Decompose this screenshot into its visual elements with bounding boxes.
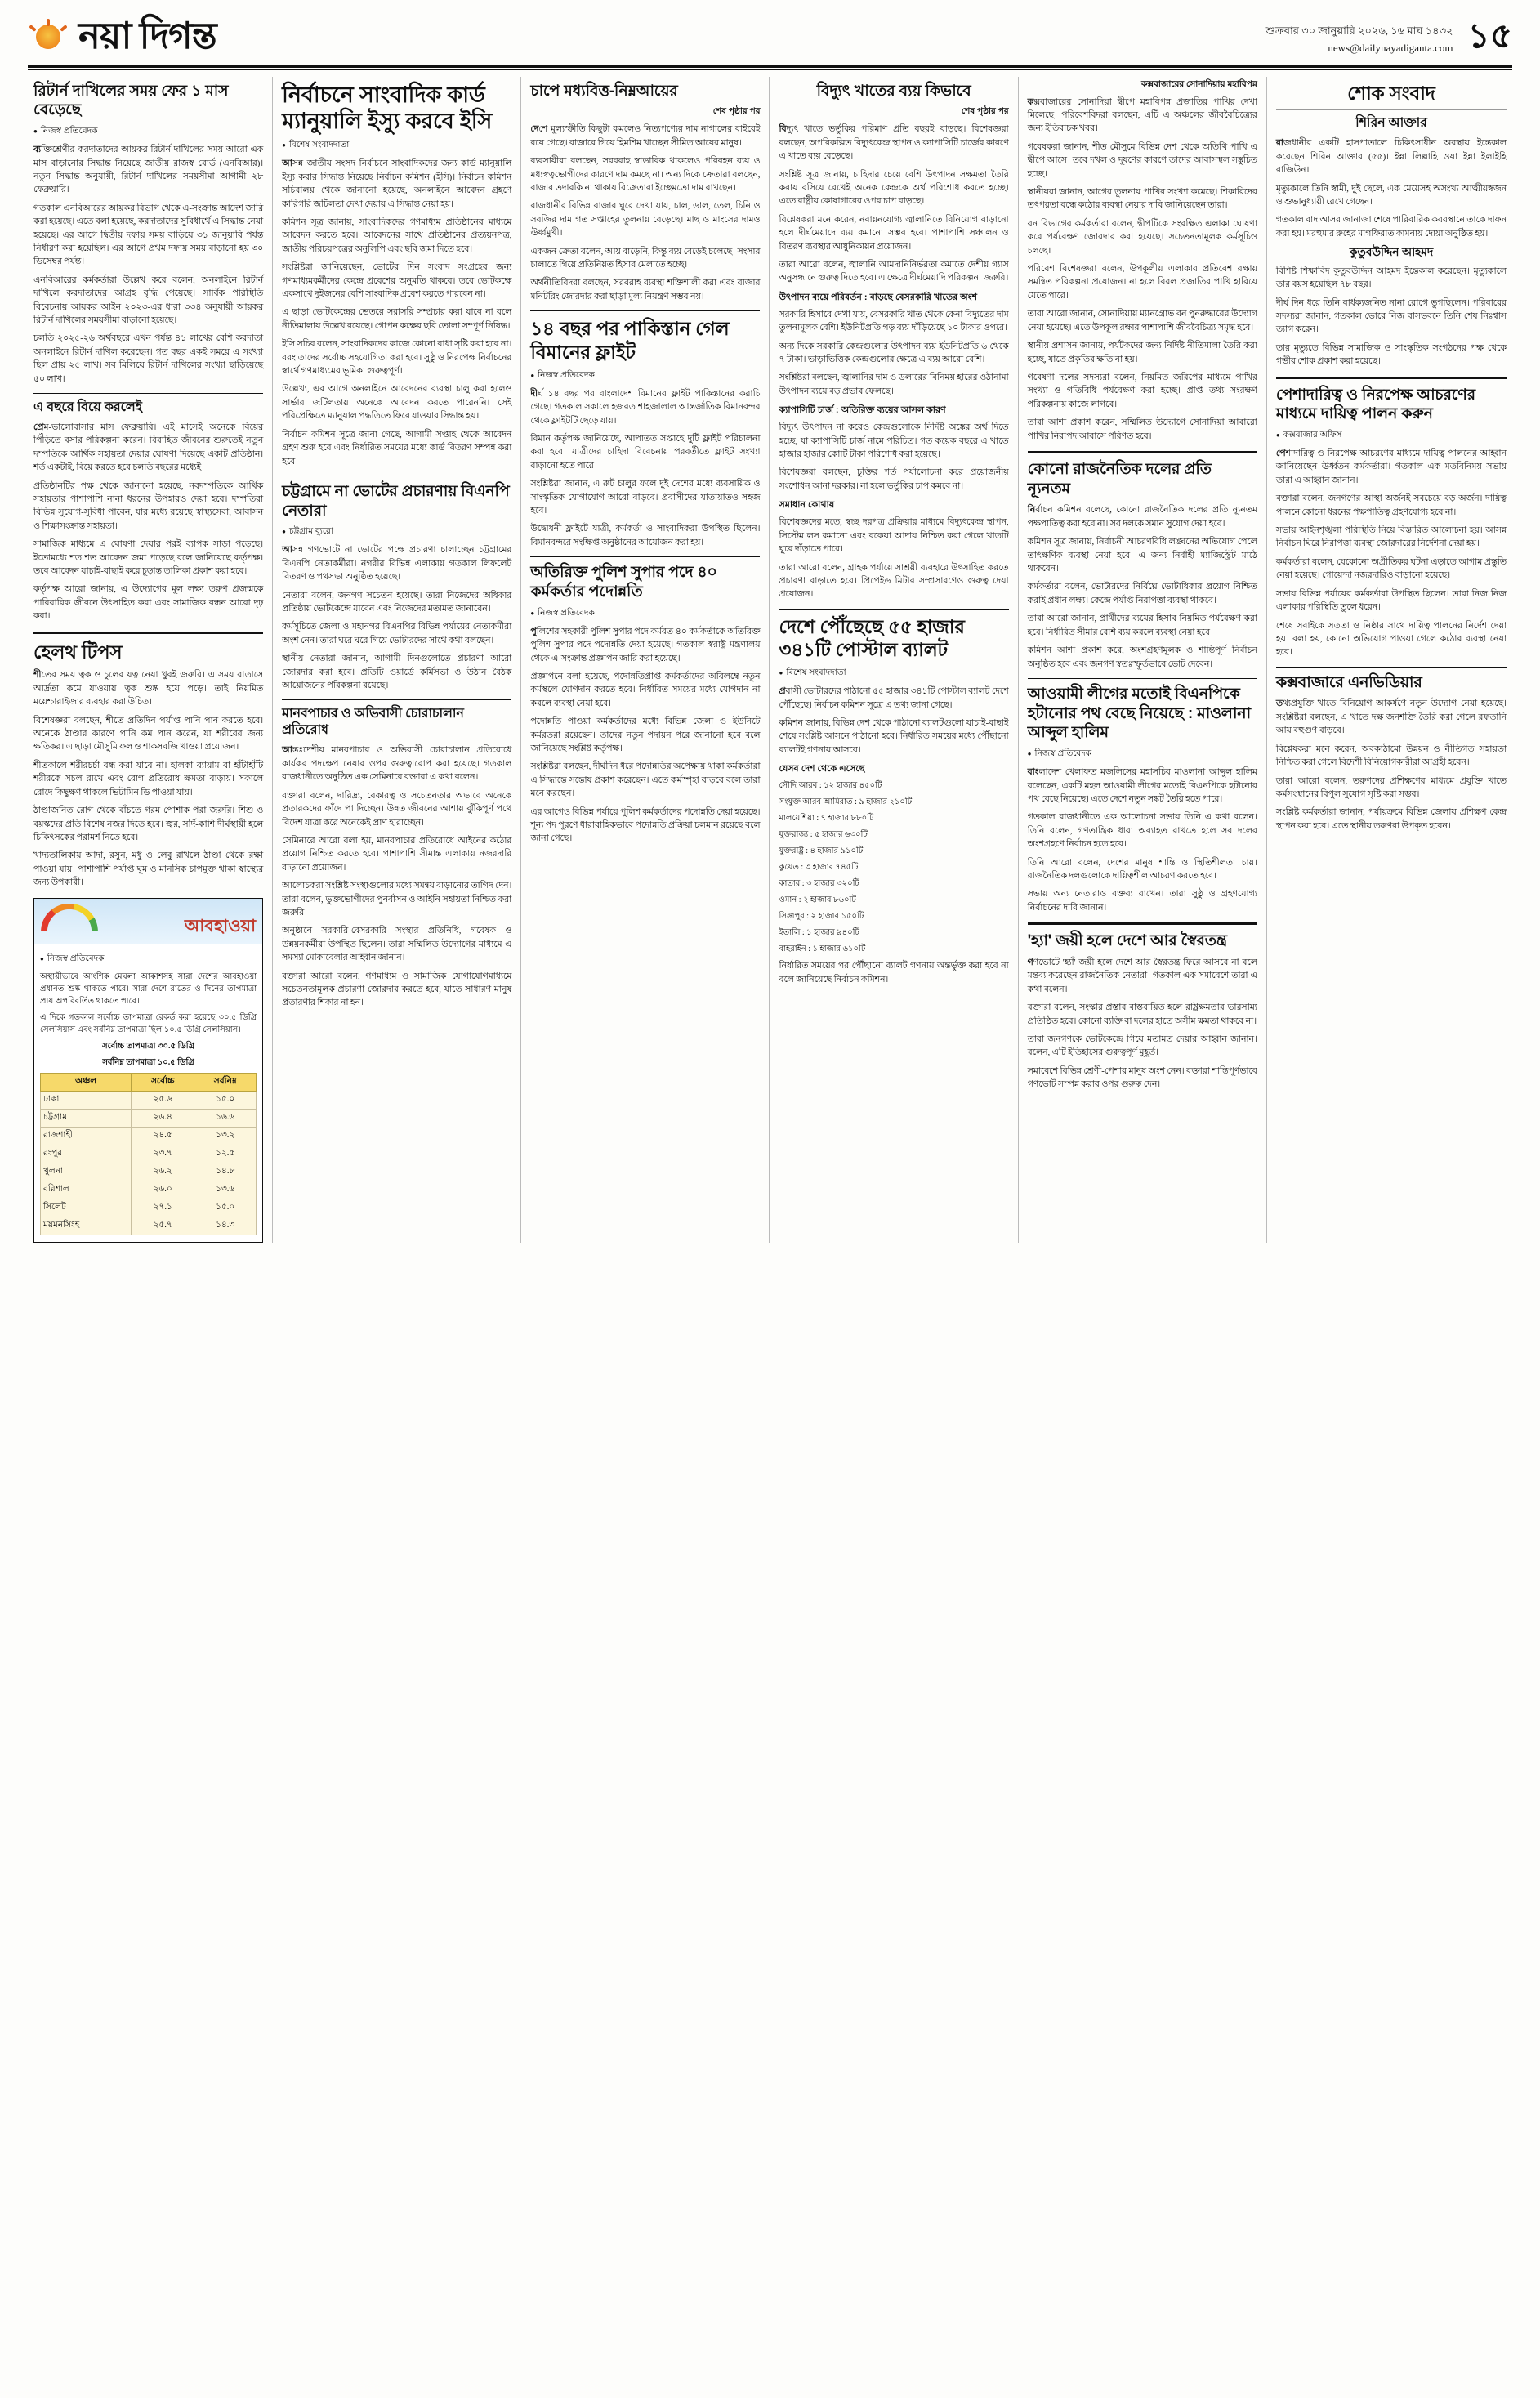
paragraph: গতকাল এনবিআরের আয়কর বিভাগ থেকে এ-সংক্রান্ত আদেশ জারি করা হয়েছে। এতে বলা হয়েছে, করদাতাদের সুবিধার্থে এ সিদ্ধান্ত নেয়া হয়েছে। এর আগে দ্বিতীয় দফায় সময় বাড়িয়ে ৩১ জানুয়ারি পর্যন্ত নির্ধারণ করা হয়েছিল। এর আগে প্রথম দফায় সময় বাড়ানো হয় ৩০ ডিসেম্বর পর্যন্ত। <box>33 203 264 267</box>
list-item: কুয়েত : ৩ হাজার ৭৪৫টি <box>779 863 859 873</box>
paragraph: পদোন্নতি পাওয়া কর্মকর্তাদের মধ্যে বিভিন্ন জেলা ও ইউনিটে কর্মরতরা রয়েছেন। তাদের নতুন পদায়ন পরে জানানো হবে বলে জানিয়েছে সংশ্লিষ্ট কর্তৃপক্ষ। <box>530 717 761 753</box>
headline: বিদ্যুৎ খাতের ব্যয় কিভাবে <box>816 82 971 100</box>
divider <box>779 609 1008 610</box>
table-row: ময়মনসিংহ ২৫.৭ ১৪.৩ <box>41 1217 257 1235</box>
paragraph: বিশিষ্ট শিক্ষাবিদ কুতুবউদ্দিন আহমদ ইন্তেকাল করেছেন। মৃত্যুকালে তার বয়স হয়েছিল ৭৮ বছর। <box>1275 266 1507 290</box>
table-row: ঢাকা ২৫.৬ ১৫.০ <box>41 1091 257 1109</box>
divider <box>530 556 760 557</box>
paragraph: সভায় অন্য নেতারাও বক্তব্য রাখেন। তারা সুষ্ঠু ও গ্রহণযোগ্য নির্বাচনের দাবি জানান। <box>1027 889 1257 913</box>
table-row: রংপুর ২৩.৭ ১২.৫ <box>41 1145 257 1163</box>
paragraph: সংশ্লিষ্টরা বলছেন, দীর্ঘদিন ধরে পদোন্নতির অপেক্ষায় থাকা কর্মকর্তারা এ সিদ্ধান্তে সন্তোষ প্রকাশ করেছেন। এতে কর্মস্পৃহা বাড়বে বলে তারা মনে করছেন। <box>530 761 761 799</box>
paragraph: কমিশন সূত্র জানায়, নির্বাচনী আচরণবিধি লঙ্ঘনের অভিযোগ পেলে তাৎক্ষণিক ব্যবস্থা নেয়া হবে। এ জন্য নির্বাহী ম্যাজিস্ট্রেট মাঠে থাকবেন। <box>1027 537 1257 574</box>
column-5 <box>1019 77 1267 1243</box>
byline: ● নিজস্ব প্রতিবেদক <box>530 607 760 621</box>
paragraph: বিমান কর্তৃপক্ষ জানিয়েছে, আপাতত সপ্তাহে দুটি ফ্লাইট পরিচালনা করা হবে। যাত্রীদের চাহিদা বিবেচনায় পরবর্তীতে ফ্লাইট সংখ্যা বাড়ানো হতে পারে। <box>530 433 761 471</box>
article-no-bias[interactable] <box>1028 460 1257 671</box>
divider <box>1276 667 1507 668</box>
paragraph: রাজধানীর বিভিন্ন বাজার ঘুরে দেখা যায়, চাল, ডাল, তেল, চিনি ও সবজির দাম গত সপ্তাহের তুলনায় বেড়েছে। মাছ ও মাংসের দামও ঊর্ধ্বমুখী। <box>530 201 761 239</box>
paragraph: সংশ্লিষ্টরা জানান, এ রুট চালুর ফলে দুই দেশের মধ্যে ব্যবসায়িক ও সাংস্কৃতিক যোগাযোগ আরো বাড়বে। প্রবাসীদের যাতায়াতও সহজ হবে। <box>530 479 761 516</box>
paragraph: বিশেষজ্ঞরা বলছেন, চুক্তির শর্ত পর্যালোচনা করে প্রয়োজনীয় সংশোধন আনা দরকার। না হলে ভর্তুকির চাপ কমবে না। <box>779 467 1009 491</box>
paragraph: গতকাল বাদ আসর জানাজা শেষে পারিবারিক কবরস্থানে তাকে দাফন করা হয়। মরহুমার রুহের মাগফিরাত কামনায় দোয়া অনুষ্ঠিত হয়। <box>1275 215 1507 239</box>
paragraph: ঠাণ্ডাজনিত রোগ থেকে বাঁচতে গরম পোশাক পরা জরুরি। শিশু ও বয়স্কদের প্রতি বিশেষ নজর দিতে হবে। জ্বর, সর্দি-কাশি দীর্ঘস্থায়ী হলে চিকিৎসকের পরামর্শ নিতে হবে। <box>33 806 264 842</box>
byline: ● নিজস্ব প্রতিবেদক <box>33 125 263 139</box>
paragraph: একজন ক্রেতা বলেন, আয় বাড়েনি, কিন্তু ব্যয় বেড়েই চলেছে। সংসার চালাতে গিয়ে প্রতিনিয়ত হিসাব মেলাতে হচ্ছে। <box>530 246 761 270</box>
headline: কক্সবাজারে এনভিডিয়ার <box>1275 673 1422 691</box>
paragraph: কমিশন জানায়, বিভিন্ন দেশ থেকে পাঠানো ব্যালটগুলো যাচাই-বাছাই শেষে সংশ্লিষ্ট আসনে পাঠানো হবে। নির্ধারিত সময়ের মধ্যে পৌঁছানো ব্যালটই গণনায় আসবে। <box>779 718 1009 755</box>
divider <box>530 310 760 311</box>
rainbow-icon <box>41 904 98 931</box>
list-item: বাহরাইন : ১ হাজার ৬১০টি <box>779 944 866 954</box>
paragraph: ব্যবসায়ীরা বলছেন, সরবরাহ স্বাভাবিক থাকলেও পরিবহন ব্যয় ও মধ্যস্বত্বভোগীদের কারণে দাম কমছে না। অন্য দিকে ক্রেতারা বলছেন, বাজার তদারকি না থাকায় বিক্রেতারা ইচ্ছেমতো দাম রাখছেন। <box>530 156 761 193</box>
date-line: শুক্রবার ৩০ জানুয়ারি ২০২৬, ১৬ মাঘ ১৪৩২ <box>1265 25 1453 37</box>
paragraph: বিশেষজ্ঞদের মতে, স্বচ্ছ দরপত্র প্রক্রিয়ার মাধ্যমে বিদ্যুৎকেন্দ্র স্থাপন, সিস্টেম লস কমানো এবং বকেয়া আদায় নিশ্চিত করা গেলে খাতটি ঘুরে দাঁড়াতে পারে। <box>779 517 1009 555</box>
obituary-name-2: কুতুবউদ্দিন আহমদ <box>1349 245 1434 259</box>
paragraph: স্থানীয় নেতারা জানান, আগামী দিনগুলোতে প্রচারণা আরো জোরদার করা হবে। প্রতিটি ওয়ার্ডে কর্মিসভা ও উঠান বৈঠক আয়োজনের পরিকল্পনা রয়েছে। <box>282 654 512 691</box>
paragraph: সরকারি হিসাবে দেখা যায়, বেসরকারি খাত থেকে কেনা বিদ্যুতের দাম তুলনামূলক বেশি। ইউনিটপ্রতি গড় ব্যয় দাঁড়িয়েছে ১০ টাকার ওপরে। <box>779 309 1009 333</box>
divider <box>33 393 263 394</box>
continued-from: শেষ পৃষ্ঠার পর <box>712 106 761 117</box>
paragraph: সংশ্লিষ্টরা বলছেন, জ্বালানির দাম ও ডলারের বিনিময় হারের ওঠানামা উৎপাদন ব্যয়ে বড় প্রভাব ফেলছে। <box>779 373 1009 396</box>
paragraph: বিদ্যুৎ উৎপাদন না করেও কেন্দ্রগুলোকে নির্দিষ্ট অঙ্কের অর্থ দিতে হচ্ছে, যা ক্যাপাসিটি চার্জ নামে পরিচিত। গত কয়েক বছরে এ খাতে হাজার হাজার কোটি টাকা পরিশোধ করা হয়েছে। <box>779 422 1009 460</box>
article-police-promotion[interactable] <box>530 563 760 846</box>
byline: ● নিজস্ব প্রতিবেদক <box>530 369 760 383</box>
sun-logo-icon <box>28 20 72 52</box>
weather-body <box>34 944 262 1242</box>
paragraph: খাদ্যতালিকায় আদা, রসুন, মধু ও লেবু রাখলে ঠাণ্ডা থেকে রক্ষা পাওয়া যায়। পাশাপাশি পর্যাপ্ত ঘুম ও মানসিক চাপমুক্ত থাকা স্বাস্থ্যের জন্য উপকারী। <box>33 851 264 888</box>
paragraph: সংশ্লিষ্ট সূত্র জানায়, চাহিদার চেয়ে বেশি উৎপাদন সক্ষমতা তৈরি করায় বসিয়ে রেখেই অনেক কেন্দ্রকে অর্থ পরিশোধ করতে হচ্ছে। এতে রাষ্ট্রীয় কোষাগারের ওপর চাপ বাড়ছে। <box>779 169 1009 207</box>
paragraph: রাজধানীর একটি হাসপাতালে চিকিৎসাধীন অবস্থায় ইন্তেকাল করেছেন শিরিন আক্তার (৫৫)। ইন্না লিল্লাহি ওয়া ইন্না ইলাইহি রাজিউন। <box>1275 138 1507 176</box>
paragraph: আন্তঃদেশীয় মানবপাচার ও অভিবাসী চোরাচালান প্রতিরোধে কার্যকর পদক্ষেপ নেয়ার ওপর গুরুত্বারোপ করা হয়েছে। গতকাল রাজধানীতে অনুষ্ঠিত এক সেমিনারে বক্তারা এ কথা বলেন। <box>282 745 512 783</box>
table-row: চট্টগ্রাম ২৬.৪ ১৬.৬ <box>41 1109 257 1127</box>
masthead <box>0 0 1540 62</box>
headline: আওয়ামী লীগের মতোই বিএনপিকে হটানোর পথ বেছে নিয়েছে : মাওলানা আব্দুল হালিম <box>1027 685 1251 742</box>
headline: পেশাদারিত্ব ও নিরপেক্ষ আচরণের মাধ্যমে দায়িত্ব পালন করুন <box>1275 386 1475 423</box>
paragraph: সভায় আইনশৃঙ্খলা পরিস্থিতি নিয়ে বিস্তারিত আলোচনা হয়। আসন্ন নির্বাচন ঘিরে নিরাপত্তা ব্যবস্থা জোরদারের নির্দেশনা দেয়া হয়। <box>1275 525 1507 549</box>
paragraph: গবেষকরা জানান, শীত মৌসুমে বিভিন্ন দেশ থেকে অতিথি পাখি এ দ্বীপে আসে। তবে দখল ও দূষণের কারণে তাদের আবাসস্থল সঙ্কুচিত হচ্ছে। <box>1027 141 1257 179</box>
article-power-sector-cost[interactable] <box>779 82 1008 601</box>
divider <box>33 632 263 634</box>
section-title-obituary: শোক সংবাদ <box>1347 82 1435 104</box>
subhead-production-cost: উৎপাদন ব্যয়ে পরিবর্তন : বাড়ছে বেসরকারি খাতের অংশ <box>779 292 977 302</box>
paragraph: ইসি সচিব বলেন, সাংবাদিকদের কাজে কোনো বাধা সৃষ্টি করা হবে না। বরং তাদের সর্বোচ্চ সহযোগিতা করা হবে। সুষ্ঠু ও নিরপেক্ষ নির্বাচনের স্বার্থে গণমাধ্যমের ভূমিকা গুরুত্বপূর্ণ। <box>282 339 512 377</box>
paper-name: নয়া দিগন্ত <box>78 16 216 56</box>
paragraph: বিশ্লেষকরা মনে করেন, অবকাঠামো উন্নয়ন ও নীতিগত সহায়তা নিশ্চিত করা গেলে বিদেশী বিনিয়োগকারীরা আগ্রহী হবেন। <box>1275 744 1507 768</box>
col-header-max: সর্বোচ্চ <box>132 1073 194 1091</box>
paragraph: আসন্ন জাতীয় সংসদ নির্বাচনে সাংবাদিকদের জন্য কার্ড ম্যানুয়ালি ইস্যু করার সিদ্ধান্ত নিয়েছে নির্বাচন কমিশন (ইসি)। নির্বাচন কমিশন সচিবালয় থেকে জানানো হয়েছে, অনলাইনে আবেদন গ্রহণে কারিগরি জটিলতা দেখা দেয়ায় এ সিদ্ধান্ত নেয়া হয়। <box>282 159 512 209</box>
paragraph: বক্তারা বলেন, জনগণের আস্থা অর্জনই সবচেয়ে বড় অর্জন। দায়িত্ব পালনে কোনো ধরনের পক্ষপাতিত্ব গ্রহণযোগ্য হবে না। <box>1275 493 1507 517</box>
paragraph: কর্মকর্তারা বলেন, যেকোনো অপ্রীতিকর ঘটনা এড়াতে আগাম প্রস্তুতি নেয়া হয়েছে। গোয়েন্দা নজরদারিও বাড়ানো হয়েছে। <box>1275 556 1507 581</box>
headline: নির্বাচনে সাংবাদিক কার্ড ম্যানুয়ালি ইস্যু করবে ইসি <box>282 82 493 133</box>
paragraph: শীতকালে শরীরচর্চা বন্ধ করা যাবে না। হালকা ব্যায়াম বা হাঁটাহাঁটি শরীরকে সচল রাখে এবং রোগ প্রতিরোধ ক্ষমতা বাড়ায়। সকালে রোদে কিছুক্ষণ থাকলে ভিটামিন ডি পাওয়া যায়। <box>33 760 264 797</box>
paragraph: এ ছাড়া ভোটকেন্দ্রের ভেতরে সরাসরি সম্প্রচার করা যাবে না বলে নীতিমালায় উল্লেখ রয়েছে। গোপন কক্ষের ছবি তোলা সম্পূর্ণ নিষিদ্ধ। <box>282 307 512 331</box>
paragraph: দীর্ঘ ১৪ বছর পর বাংলাদেশ বিমানের ফ্লাইট পাকিস্তানের করাচি গেছে। গতকাল সকালে হজরত শাহজালাল আন্তর্জাতিক বিমানবন্দর থেকে ফ্লাইটটি ছেড়ে যায়। <box>530 388 761 426</box>
col-header-region: অঞ্চল <box>41 1073 132 1091</box>
headline: রিটার্ন দাখিলের সময় ফের ১ মাস বেড়েছে <box>33 82 229 119</box>
paragraph: নেতারা বলেন, জনগণ সচেতন হয়েছে। তারা নিজেদের অধিকার প্রতিষ্ঠায় ভোটকেন্দ্রে যাবেন এবং নিজেদের মতামত জানাবেন। <box>282 590 512 614</box>
byline: ● বিশেষ সংবাদদাতা <box>779 667 1008 681</box>
byline: ● নিজস্ব প্রতিবেদক <box>40 953 257 967</box>
paragraph: প্রেম-ভালোবাসার মাস ফেব্রুয়ারি। এই মাসেই অনেকে বিয়ের পিঁড়িতে বসার পরিকল্পনা করেন। বিবাহিত জীবনের শুরুতেই নতুন দম্পতিকে আর্থিক সহায়তা দেয়ার ঘোষণা দিয়েছে একটি প্রতিষ্ঠান। শর্ত একটাই, বিয়ে করতে হবে চলতি বছরের মধ্যেই। <box>33 422 264 473</box>
headline: মানবপাচার ও অভিবাসী চোরাচালান প্রতিরোধ <box>282 707 464 738</box>
list-item: যুক্তরাজ্য : ৫ হাজার ৬৩০টি <box>779 830 868 840</box>
paragraph: কর্মকর্তারা বলেন, ভোটারদের নির্বিঘ্নে ভোটাধিকার প্রয়োগ নিশ্চিত করাই প্রধান লক্ষ্য। কেন্দ্রে পর্যাপ্ত নিরাপত্তা ব্যবস্থা থাকবে। <box>1027 582 1257 605</box>
byline: ● কক্সবাজার অফিস <box>1276 429 1507 443</box>
weather-title: আবহাওয়া <box>184 916 257 936</box>
headline: অতিরিক্ত পুলিশ সুপার পদে ৪০ কর্মকর্তার পদোন্নতি <box>530 564 717 601</box>
article-press-card[interactable] <box>282 82 511 468</box>
paragraph: প্রজ্ঞাপনে বলা হয়েছে, পদোন্নতিপ্রাপ্ত কর্মকর্তাদের অবিলম্বে নতুন কর্মস্থলে যোগদান করতে হবে। নির্ধারিত সময়ের মধ্যে যোগদান না করলে ব্যবস্থা নেয়া হবে। <box>530 671 761 708</box>
page-number: ১৫ <box>1467 18 1512 56</box>
divider <box>1028 678 1257 679</box>
article-pakistan-flight[interactable] <box>530 317 760 549</box>
paragraph: বিশ্লেষকরা মনে করেন, নবায়নযোগ্য জ্বালানিতে বিনিয়োগ বাড়ানো হলে দীর্ঘমেয়াদে ব্যয় কমানো সম্ভব হবে। পাশাপাশি সঞ্চালন ও বিতরণ ব্যবস্থার আধুনিকায়ন প্রয়োজন। <box>779 214 1009 252</box>
content-grid <box>0 77 1540 1267</box>
paragraph: গবেষণা দলের সদস্যরা বলেন, নিয়মিত জরিপের মাধ্যমে পাখির সংখ্যা ও গতিবিধি পর্যবেক্ষণ করা হচ্ছে। প্রাপ্ত তথ্য সংরক্ষণ পরিকল্পনায় কাজে লাগবে। <box>1027 372 1257 409</box>
paragraph: প্রতিষ্ঠানটির পক্ষ থেকে জানানো হয়েছে, নবদম্পতিকে আর্থিক সহায়তার পাশাপাশি নানা ধরনের উপহারও দেয়া হবে। দম্পতিরা বিভিন্ন সুযোগ-সুবিধা পাবেন, যার মধ্যে রয়েছে স্বাস্থ্যসেবা, আবাসন ও শিক্ষাসংক্রান্ত সহায়তা। <box>33 480 264 531</box>
headline: ১৪ বছর পর পাকিস্তান গেল বিমানের ফ্লাইট <box>530 318 730 363</box>
paragraph: বিশেষজ্ঞরা বলছেন, শীতে প্রতিদিন পর্যাপ্ত পানি পান করতে হবে। অনেকে ঠাণ্ডার কারণে পানি কম পান করেন, যা শরীরের জন্য ক্ষতিকর। এ ছাড়া মৌসুমি ফল ও শাকসবজি খাওয়া প্রয়োজন। <box>33 715 264 752</box>
paragraph: শেষে সবাইকে সততা ও নিষ্ঠার সাথে দায়িত্ব পালনের নির্দেশ দেয়া হয়। বলা হয়, কোনো অভিযোগ পাওয়া গেলে কঠোর ব্যবস্থা নেয়া হবে। <box>1275 620 1507 658</box>
paragraph: কমিশন আশা প্রকাশ করে, অংশগ্রহণমূলক ও শান্তিপূর্ণ নির্বাচন অনুষ্ঠিত হবে এবং জনগণ স্বতঃস্ফূর্তভাবে ভোট দেবেন। <box>1027 645 1257 669</box>
paragraph: কক্সবাজারের সোনাদিয়া দ্বীপে মহাবিপন্ন প্রজাতির পাখির দেখা মিলেছে। পরিবেশবিদরা বলছেন, এটি এ অঞ্চলের জীববৈচিত্র্যের জন্য ইতিবাচক খবর। <box>1027 96 1257 134</box>
paragraph: তারা আরো বলেন, জ্বালানি আমদানিনির্ভরতা কমাতে দেশীয় গ্যাস অনুসন্ধানে গুরুত্ব দিতে হবে। এ ক্ষেত্রে দীর্ঘমেয়াদি পরিকল্পনা জরুরি। <box>779 260 1009 284</box>
byline: ● বিশেষ সংবাদদাতা <box>282 139 511 153</box>
paragraph: গতকাল রাজধানীতে এক আলোচনা সভায় তিনি এ কথা বলেন। তিনি বলেন, গণতান্ত্রিক ধারা অব্যাহত রাখতে হলে সব দলের অংশগ্রহণে নির্বাচন হতে হবে। <box>1027 812 1257 850</box>
paragraph: তারা আরো জানান, প্রার্থীদের ব্যয়ের হিসাব নিয়মিত পর্যবেক্ষণ করা হবে। নির্ধারিত সীমার বেশি ব্যয় করলে ব্যবস্থা নেয়া হবে। <box>1027 614 1257 637</box>
paragraph: সংশ্লিষ্ট কর্মকর্তারা জানান, পর্যায়ক্রমে বিভিন্ন জেলায় প্রশিক্ষণ কেন্দ্র স্থাপন করা হবে। এতে স্থানীয় তরুণরা উপকৃত হবেন। <box>1275 807 1507 831</box>
paragraph: উদ্বোধনী ফ্লাইটে যাত্রী, কর্মকর্তা ও সাংবাদিকরা উপস্থিত ছিলেন। বিমানবন্দরে সংক্ষিপ্ত অনুষ্ঠানের আয়োজন করা হয়। <box>530 524 761 547</box>
paragraph: সেমিনারে আরো বলা হয়, মানবপাচার প্রতিরোধে আইনের কঠোর প্রয়োগ নিশ্চিত করতে হবে। পাশাপাশি সীমান্ত এলাকায় নজরদারি বাড়ানো প্রয়োজন। <box>282 835 512 873</box>
headline: 'হ্যা' জয়ী হলে দেশে আর স্বৈরতন্ত্র <box>1027 932 1227 950</box>
table-header-row <box>41 1073 257 1091</box>
min-temp-line: সর্বনিম্ন তাপমাত্রা ১০.৫ ডিগ্রি <box>102 1057 194 1067</box>
article-sonadia-birds[interactable] <box>1028 78 1257 443</box>
divider <box>282 699 511 700</box>
article-marriage-grant[interactable] <box>33 400 263 623</box>
column-6 <box>1267 77 1515 1243</box>
paragraph: বক্তারা আরো বলেন, গণমাধ্যম ও সামাজিক যোগাযোগমাধ্যমে সচেতনতামূলক প্রচারণা জোরদার করতে হবে, যাতে সাধারণ মানুষ প্রতারণার শিকার না হন। <box>282 971 512 1008</box>
paragraph: অস্থায়ীভাবে আংশিক মেঘলা আকাশসহ সারা দেশের আবহাওয়া প্রধানত শুষ্ক থাকতে পারে। সারা দেশে রাতের ও দিনের তাপমাত্রা প্রায় অপরিবর্তিত থাকতে পারে। <box>40 971 257 1006</box>
paragraph: অন্য দিকে সরকারি কেন্দ্রগুলোর উৎপাদন ব্যয় ইউনিটপ্রতি ৬ থেকে ৭ টাকা। ভাড়াভিত্তিক কেন্দ্রগুলোর ক্ষেত্রে এ ব্যয় আরো বেশি। <box>779 341 1009 365</box>
list-item: সিঙ্গাপুর : ২ হাজার ১৫০টি <box>779 912 864 922</box>
weather-header <box>34 899 262 944</box>
paragraph: কর্তৃপক্ষ আরো জানায়, এ উদ্যোগের মূল লক্ষ্য তরুণ প্রজন্মকে পারিবারিক জীবনে উৎসাহিত করা এবং সামাজিক বন্ধন আরো দৃঢ় করা। <box>33 584 264 622</box>
subhead-capacity-charge: ক্যাপাসিটি চার্জ : অতিরিক্ত ব্যয়ের আসল কারণ <box>779 405 946 416</box>
paragraph: বক্তারা বলেন, সংস্কার প্রস্তাব বাস্তবায়িত হলে রাষ্ট্রক্ষমতার ভারসাম্য প্রতিষ্ঠিত হবে। কোনো ব্যক্তি বা দলের হাতে অসীম ক্ষমতা থাকবে না। <box>1027 1003 1257 1026</box>
paragraph: সামাজিক মাধ্যমে এ ঘোষণা দেয়ার পরই ব্যাপক সাড়া পড়েছে। ইতোমধ্যে শত শত আবেদন জমা পড়েছে বলে জানিয়েছে কর্তৃপক্ষ। তবে আবেদন যাচাই-বাছাই করে চূড়ান্ত তালিকা প্রকাশ করা হবে। <box>33 539 264 577</box>
headline: কোনো রাজনৈতিক দলের প্রতি ন্যূনতম <box>1027 460 1212 498</box>
paragraph: স্থানীয়রা জানান, আগের তুলনায় পাখির সংখ্যা কমেছে। শিকারিদের তৎপরতা বন্ধে কঠোর ব্যবস্থা নেয়ার দাবি জানিয়েছেন তারা। <box>1027 187 1257 211</box>
column-1 <box>25 77 273 1243</box>
list-item: মালয়েশিয়া : ৭ হাজার ৮৮০টি <box>779 814 874 824</box>
col-header-min: সর্বনিম্ন <box>194 1073 257 1091</box>
continued-from: শেষ পৃষ্ঠার পর <box>961 106 1009 117</box>
paragraph: তারা জনগণকে ভোটকেন্দ্রে গিয়ে মতামত দেয়ার আহ্বান জানান। বলেন, এটি ইতিহাসের গুরুত্বপূর্ণ মুহূর্ত। <box>1027 1034 1257 1058</box>
headline: দেশে পৌঁছেছে ৫৫ হাজার ৩৪১টি পোস্টাল ব্যালট <box>779 615 965 661</box>
paragraph: কর্মসূচিতে জেলা ও মহানগর বিএনপির বিভিন্ন পর্যায়ের নেতাকর্মীরা অংশ নেন। তারা ঘরে ঘরে গিয়ে ভোটারদের সাথে কথা বলছেন। <box>282 622 512 645</box>
article-coxsbazar-nvidia[interactable] <box>1276 673 1507 833</box>
email-address[interactable]: news@dailynayadiganta.com <box>1328 41 1453 54</box>
paragraph: স্থানীয় প্রশাসন জানায়, পর্যটকদের জন্য নির্দিষ্ট নীতিমালা তৈরি করা হচ্ছে, যাতে প্রকৃতির ক্ষতি না হয়। <box>1027 341 1257 364</box>
article-obituary[interactable] <box>1276 82 1507 368</box>
article-middle-class-pressure[interactable] <box>530 82 760 304</box>
paragraph: সভায় বিভিন্ন পর্যায়ের কর্মকর্তারা উপস্থিত ছিলেন। তারা নিজ নিজ এলাকার পরিস্থিতি তুলে ধরেন। <box>1275 588 1507 613</box>
paragraph: ব্যক্তিশ্রেণীর করদাতাদের আয়কর রিটার্ন দাখিলের সময় আরো এক মাস বাড়ানোর সিদ্ধান্ত নিয়েছে জাতীয় রাজস্ব বোর্ড (এনবিআর)। নতুন সিদ্ধান্ত অনুযায়ী, রিটার্ন দাখিলের সময়সীমা আগামী ২৮ ফেব্রুয়ারি। <box>33 145 264 195</box>
paragraph: তিনি আরো বলেন, দেশের মানুষ শান্তি ও স্থিতিশীলতা চায়। রাজনৈতিক দলগুলোকে দায়িত্বশীল আচরণ করতে হবে। <box>1027 857 1257 881</box>
article-health-tips[interactable] <box>33 641 263 890</box>
paragraph: কমিশন সূত্র জানায়, সাংবাদিকদের গণমাধ্যম প্রতিষ্ঠানের মাধ্যমে আবেদন করতে হবে। আবেদনের সাথে প্রতিষ্ঠানের প্রত্যয়নপত্র, জাতীয় পরিচয়পত্রের অনুলিপি এবং ছবি জমা দিতে হবে। <box>282 217 512 254</box>
list-item: ওমান : ২ হাজার ৮৬০টি <box>779 895 856 905</box>
headline: চট্টগ্রামে না ভোটের প্রচারণায় বিএনপি নেতারা <box>282 482 510 520</box>
paragraph: উল্লেখ্য, এর আগে অনলাইনে আবেদনের ব্যবস্থা চালু করা হলেও সার্ভার জটিলতায় অনেকে আবেদন করতে পারেননি। সেই পরিপ্রেক্ষিতে ম্যানুয়াল পদ্ধতিতে ফিরে যাওয়ার সিদ্ধান্ত হয়। <box>282 384 512 422</box>
paragraph: তথ্যপ্রযুক্তি খাতে বিনিয়োগ আকর্ষণে নতুন উদ্যোগ নেয়া হয়েছে। সংশ্লিষ্টরা বলছেন, এ খাতে দক্ষ জনশক্তি তৈরি করা গেলে রফতানি আয় বহুগুণ বাড়বে। <box>1275 699 1507 736</box>
article-professionalism[interactable] <box>1276 386 1507 659</box>
obituary-name-1: শিরিন আক্তার <box>1355 116 1427 131</box>
paragraph: আলোচকরা সংশ্লিষ্ট সংস্থাগুলোর মধ্যে সমন্বয় বাড়ানোর তাগিদ দেন। তারা বলেন, ভুক্তভোগীদের পুনর্বাসন ও আইনি সহায়তা নিশ্চিত করা জরুরি। <box>282 881 512 918</box>
headline: চাপে মধ্যবিত্ত-নিম্নআয়ের <box>530 82 678 100</box>
divider <box>1276 109 1507 110</box>
subhead-solution: সমাধান কোথায় <box>779 500 835 511</box>
article-yes-vote[interactable] <box>1028 931 1257 1091</box>
paragraph: এর আগেও বিভিন্ন পর্যায়ে পুলিশ কর্মকর্তাদের পদোন্নতি দেয়া হয়েছে। শূন্য পদ পূরণে ধারাবাহিকভাবে পদোন্নতি প্রক্রিয়া চলমান রয়েছে বলে জানা গেছে। <box>530 806 761 844</box>
list-item: যুক্তরাষ্ট্র : ৪ হাজার ৯১০টি <box>779 846 864 856</box>
paragraph: এ দিকে গতকাল সর্বোচ্চ তাপমাত্রা রেকর্ড করা হয়েছে ৩০.৫ ডিগ্রি সেলসিয়াস এবং সর্বনিম্ন তাপমাত্রা ছিল ১০.৫ ডিগ্রি সেলসিয়াস। <box>40 1012 257 1034</box>
paragraph: নির্বাচন কমিশন বলেছে, কোনো রাজনৈতিক দলের প্রতি ন্যূনতম পক্ষপাতিত্ব করা হবে না। সব দলকে সমান সুযোগ দেয়া হবে। <box>1027 505 1257 529</box>
article-human-trafficking[interactable] <box>282 706 511 1009</box>
list-item: সংযুক্ত আরব আমিরাত : ৯ হাজার ২১০টি <box>779 797 913 807</box>
paragraph: প্রবাসী ভোটারদের পাঠানো ৫৫ হাজার ৩৪১টি পোস্টাল ব্যালট দেশে পৌঁছেছে। নির্বাচন কমিশন সূত্রে এ তথ্য জানা গেছে। <box>779 686 1009 710</box>
paragraph: অনুষ্ঠানে সরকারি-বেসরকারি সংস্থার প্রতিনিধি, গবেষক ও উন্নয়নকর্মীরা উপস্থিত ছিলেন। তারা সম্মিলিত উদ্যোগের মাধ্যমে এ সমস্যা মোকাবেলার আহ্বান জানান। <box>282 926 512 963</box>
table-row: সিলেট ২৭.১ ১৫.০ <box>41 1199 257 1217</box>
paragraph: বক্তারা বলেন, দারিদ্র্য, বেকারত্ব ও সচেতনতার অভাবে অনেকে প্রতারকদের ফাঁদে পা দিচ্ছেন। উন্নত জীবনের আশায় ঝুঁকিপূর্ণ পথে বিদেশ যাত্রা করে অনেকেই প্রাণ হারাচ্ছেন। <box>282 790 512 828</box>
paragraph: পরিবেশ বিশেষজ্ঞরা বলেন, উপকূলীয় এলাকার প্রতিবেশ রক্ষায় সমন্বিত পরিকল্পনা প্রয়োজন। না হলে বিরল প্রজাতির পাখি হারিয়ে যেতে পারে। <box>1027 264 1257 301</box>
headline: এ বছরে বিয়ে করলেই <box>33 400 142 414</box>
list-item: কাতার : ৩ হাজার ৩২০টি <box>779 879 859 889</box>
paragraph: পুলিশের সহকারী পুলিশ সুপার পদে কর্মরত ৪০ কর্মকর্তাকে অতিরিক্ত পুলিশ সুপার পদে পদোন্নতি দেয়া হয়েছে। গতকাল স্বরাষ্ট্র মন্ত্রণালয় থেকে এ-সংক্রান্ত প্রজ্ঞাপন জারি করা হয়েছে। <box>530 626 761 663</box>
divider <box>1276 377 1507 379</box>
paragraph: তারা আরো বলেন, তরুণদের প্রশিক্ষণের মাধ্যমে প্রযুক্তি খাতে কর্মসংস্থানের বিপুল সুযোগ সৃষ্টি করা সম্ভব। <box>1275 775 1507 799</box>
table-row: বরিশাল ২৬.০ ১৩.৬ <box>41 1181 257 1199</box>
column-3 <box>521 77 770 1243</box>
column-4 <box>770 77 1018 1243</box>
logo[interactable] <box>28 18 216 55</box>
masthead-rule-thick <box>28 65 1512 68</box>
article-awami-bnp[interactable] <box>1028 685 1257 914</box>
paragraph: মৃত্যুকালে তিনি স্বামী, দুই ছেলে, এক মেয়েসহ অসংখ্য আত্মীয়স্বজন ও শুভানুধ্যায়ী রেখে গেছেন। <box>1275 183 1507 207</box>
paragraph: গণভোটে 'হ্যাঁ' জয়ী হলে দেশে আর স্বৈরতন্ত্র ফিরে আসবে না বলে মন্তব্য করেছেন রাজনৈতিক নেতারা। গতকাল এক সমাবেশে তারা এ কথা বলেন। <box>1027 957 1257 994</box>
list-item: সৌদি আরব : ১২ হাজার ৪৫০টি <box>779 781 882 791</box>
continued-from: কক্সবাজারের সোনাদিয়ায় মহাবিপন্ন <box>1140 78 1257 89</box>
paragraph: বন বিভাগের কর্মকর্তারা বলেন, দ্বীপটিকে সংরক্ষিত এলাকা ঘোষণা করে পর্যবেক্ষণ জোরদার করা হয়েছে। সচেতনতামূলক কর্মসূচিও চলছে। <box>1027 218 1257 256</box>
paragraph: তারা আরো জানান, সোনাদিয়ায় ম্যানগ্রোভ বন পুনরুদ্ধারের উদ্যোগ নেয়া হয়েছে। এতে উপকূল রক্ষার পাশাপাশি জীববৈচিত্র্য সমৃদ্ধ হবে। <box>1027 309 1257 333</box>
divider <box>1028 451 1257 453</box>
article-tax-return[interactable] <box>33 82 263 386</box>
table-row: রাজশাহী ২৪.৫ ১৩.২ <box>41 1127 257 1145</box>
paragraph: তারা আরো বলেন, গ্রাহক পর্যায়ে সাশ্রয়ী ব্যবহারে উৎসাহিত করতে প্রচারণা বাড়াতে হবে। প্রিপেইড মিটার সম্প্রসারণেও গুরুত্ব দেয়া প্রয়োজন। <box>779 562 1009 600</box>
paragraph: নির্ধারিত সময়ের পর পৌঁছানো ব্যালট গণনায় অন্তর্ভুক্ত করা হবে না বলে জানিয়েছে নির্বাচন কমিশন। <box>779 961 1009 985</box>
column-2 <box>273 77 521 1243</box>
paragraph: সমাবেশে বিভিন্ন শ্রেণী-পেশার মানুষ অংশ নেন। বক্তারা শান্তিপূর্ণভাবে গণভোট সম্পন্ন করার ওপর গুরুত্ব দেন। <box>1027 1065 1257 1090</box>
article-ctg-no-vote[interactable] <box>282 482 511 693</box>
paragraph: বাংলাদেশ খেলাফত মজলিসের মহাসচিব মাওলানা আব্দুল হালিম বলেছেন, একটি মহল আওয়ামী লীগের মতোই বিএনপিকে হটানোর পথ বেছে নিয়েছে। এতে দেশে নতুন সঙ্কট তৈরি হতে পারে। <box>1027 767 1257 804</box>
byline: ● চট্টগ্রাম ব্যুরো <box>282 525 511 539</box>
paragraph: বিদ্যুৎ খাতে ভর্তুকির পরিমাণ প্রতি বছরই বাড়ছে। বিশেষজ্ঞরা বলছেন, অপরিকল্পিত বিদ্যুৎকেন্দ্র স্থাপন ও ক্যাপাসিটি চার্জের কারণে এ খাতে ব্যয় বেড়েছে। <box>779 124 1009 162</box>
paragraph: তারা আশা প্রকাশ করেন, সম্মিলিত উদ্যোগে সোনাদিয়া আবারো পাখির নিরাপদ আবাসে পরিণত হবে। <box>1027 418 1257 441</box>
masthead-info <box>216 18 1468 57</box>
headline: হেলথ টিপস <box>33 641 123 663</box>
paragraph: দীর্ঘ দিন ধরে তিনি বার্ধক্যজনিত নানা রোগে ভুগছিলেন। পরিবারের সদস্যরা জানান, গতকাল ভোরে নিজ বাসভবনে তিনি শেষ নিঃশ্বাস ত্যাগ করেন। <box>1275 297 1507 335</box>
table-row: খুলনা ২৬.২ ১৪.৮ <box>41 1163 257 1181</box>
paragraph: চলতি ২০২৫-২৬ অর্থবছরে এখন পর্যন্ত ৪১ লাখের বেশি করদাতা অনলাইনে রিটার্ন দাখিল করেছেন। গত বছর একই সময়ে এ সংখ্যা ছিল প্রায় ২৫ লাখ। সব মিলিয়ে রিটার্ন দাখিলের সংখ্যা ছাড়িয়েছে ৫০ লাখ। <box>33 333 264 384</box>
article-postal-ballot[interactable] <box>779 615 1008 986</box>
weather-table <box>40 1073 257 1235</box>
list-item: ইতালি : ১ হাজার ৯৪০টি <box>779 928 859 938</box>
max-temp-line: সর্বোচ্চ তাপমাত্রা ৩০.৫ ডিগ্রি <box>102 1041 195 1051</box>
byline: ● নিজস্ব প্রতিবেদক <box>1028 748 1257 761</box>
paragraph: তার মৃত্যুতে বিভিন্ন সামাজিক ও সাংস্কৃতিক সংগঠনের পক্ষ থেকে গভীর শোক প্রকাশ করা হয়েছে। <box>1275 342 1507 367</box>
paragraph: অর্থনীতিবিদরা বলছেন, সরবরাহ ব্যবস্থা শক্তিশালী করা এবং বাজার মনিটরিং জোরদার করা ছাড়া মূল্য নিয়ন্ত্রণ সম্ভব নয়। <box>530 278 761 301</box>
paragraph: নির্বাচন কমিশন সূত্রে জানা গেছে, আগামী সপ্তাহ থেকে আবেদন গ্রহণ শুরু হবে এবং নির্ধারিত সময়ের মধ্যে কার্ড বিতরণ সম্পন্ন করা হবে। <box>282 429 512 467</box>
weather-box[interactable] <box>33 898 263 1243</box>
ballot-list-title: যেসব দেশ থেকে এসেছে <box>779 764 865 775</box>
paragraph: দেশে মূল্যস্ফীতি কিছুটা কমলেও নিত্যপণ্যের দাম নাগালের বাইরেই রয়ে গেছে। বাজারে গিয়ে হিমশিম খাচ্ছেন সীমিত আয়ের মানুষ। <box>530 124 761 148</box>
masthead-rule-thin <box>28 69 1512 70</box>
paragraph: সংশ্লিষ্টরা জানিয়েছেন, ভোটের দিন সংবাদ সংগ্রহের জন্য গণমাধ্যমকর্মীদের কেন্দ্রে প্রবেশের অনুমতি থাকবে। তবে ভোটকক্ষে একসাথে দুইজনের বেশি সাংবাদিক প্রবেশ করতে পারবেন না। <box>282 262 512 300</box>
paragraph: আসন্ন গণভোটে না ভোটের পক্ষে প্রচারণা চালাচ্ছেন চট্টগ্রামের বিএনপি নেতাকর্মীরা। নগরীর বিভিন্ন এলাকায় গতকাল লিফলেট বিতরণ ও পথসভা অনুষ্ঠিত হয়েছে। <box>282 545 512 583</box>
paragraph: পেশাদারিত্ব ও নিরপেক্ষ আচরণের মাধ্যমে দায়িত্ব পালনের আহ্বান জানিয়েছেন ঊর্ধ্বতন কর্মকর্তারা। গতকাল এক মতবিনিময় সভায় তারা এ আহ্বান জানান। <box>1275 449 1507 485</box>
paragraph: শীতের সময় ত্বক ও চুলের যত্ন নেয়া খুবই জরুরি। এ সময় বাতাসে আর্দ্রতা কমে যাওয়ায় ত্বক শুষ্ক হয়ে পড়ে। তাই নিয়মিত ময়েশ্চারাইজার ব্যবহার করা উচিত। <box>33 670 264 708</box>
divider <box>1028 922 1257 925</box>
paragraph: এনবিআরের কর্মকর্তারা উল্লেখ করে বলেন, অনলাইনে রিটার্ন দাখিলে করদাতাদের আগ্রহ বৃদ্ধি পেয়েছে। সার্বিক পরিস্থিতি বিবেচনায় আয়কর আইন ২০২৩-এর ধারা ৩৩৪ অনুযায়ী আয়কর রিটার্ন দাখিলের সময়সীমা বাড়ানো হয়েছে। <box>33 275 264 325</box>
